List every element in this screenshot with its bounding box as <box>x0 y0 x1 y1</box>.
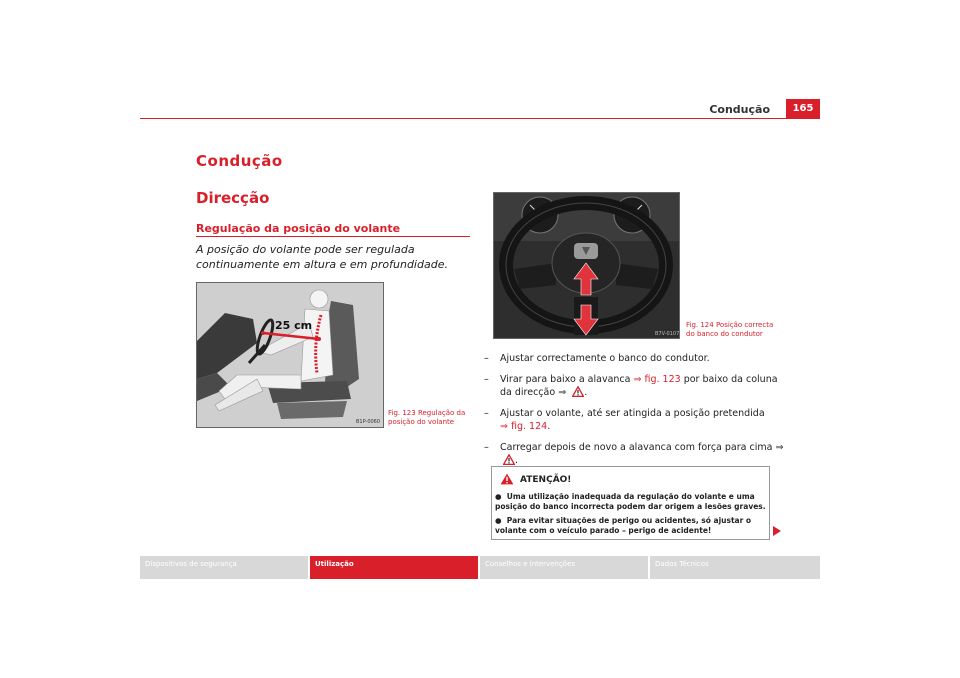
step-1 <box>484 352 784 365</box>
warning-triangle-icon <box>500 473 514 485</box>
figure-124-caption: Fig. 124 Posição correcta do banco do condutor <box>686 321 774 338</box>
warning-item-text: Para evitar situações de perigo ou acidentes, só ajustar o volante com o veículo parado – perigo de acidente! <box>495 516 752 535</box>
footer-tab-safety[interactable]: Dispositivos de segurança <box>140 556 308 579</box>
step-end-punctuation: . <box>515 455 519 466</box>
warning-item <box>495 516 767 536</box>
step-dash: – <box>484 353 489 364</box>
figure-123-seating-illustration <box>196 282 384 428</box>
intro-text: A posição do volante pode ser regulada continuamente em altura e em profundidade. <box>196 243 448 271</box>
instruction-steps <box>484 352 784 475</box>
figure-124-steering-wheel-photo <box>493 192 680 339</box>
figure-123-caption: Fig. 123 Regulação da posição do volante <box>388 409 466 426</box>
step-text: por baixo da coluna da direcção <box>500 374 778 398</box>
section-title: Direcção <box>196 189 270 207</box>
figure-123-code: B1P-0060 <box>356 419 381 425</box>
bullet: ● <box>495 492 502 501</box>
header-rule <box>140 118 820 119</box>
step-text: Carregar depois de novo a alavanca com força para cima <box>500 442 773 453</box>
next-page-arrow-icon[interactable] <box>773 526 781 536</box>
footer-tab-usage[interactable]: Utilização <box>310 556 478 579</box>
step-text: Ajustar o volante, até ser atingida a posição pretendida <box>500 408 765 419</box>
warning-title: ATENÇÃO! <box>520 475 572 485</box>
subsection-rule <box>196 236 470 237</box>
warning-arrow: ⇒ <box>775 442 784 453</box>
step-4 <box>484 441 784 467</box>
warning-item-text: Uma utilização inadequada da regulação do volante e uma posição do banco incorrecta podem dar origem a lesões graves. <box>495 492 766 511</box>
figure-reference-link[interactable]: fig. 123 <box>644 374 681 385</box>
bullet: ● <box>495 516 502 525</box>
warning-arrow: ⇒ <box>558 387 567 398</box>
step-2 <box>484 373 784 399</box>
figure-reference-link[interactable]: fig. 124 <box>511 421 548 432</box>
subsection-title: Regulação da posição do volante <box>196 222 401 235</box>
page-number: 165 <box>786 99 820 119</box>
reference-arrow: ⇒ <box>500 421 508 432</box>
reference-arrow: ⇒ <box>633 374 642 385</box>
step-text: Virar para baixo a alavanca <box>500 374 631 385</box>
warning-box <box>491 466 770 540</box>
warning-header <box>500 473 571 485</box>
footer-tab-advice[interactable]: Conselhos e Intervenções <box>480 556 648 579</box>
warning-item <box>495 492 767 512</box>
running-header-title: Condução <box>709 103 770 116</box>
warning-triangle-icon[interactable] <box>572 386 584 397</box>
step-end-punctuation: . <box>584 387 588 398</box>
footer-tab-technical-data[interactable]: Dados Técnicos <box>650 556 820 579</box>
step-dash: – <box>484 442 489 453</box>
warning-triangle-icon[interactable] <box>503 454 515 465</box>
chapter-title: Condução <box>196 152 283 170</box>
distance-label: 25 cm <box>275 319 313 332</box>
step-dash: – <box>484 374 489 385</box>
step-dash: – <box>484 408 489 419</box>
step-text: Ajustar correctamente o banco do condutor. <box>500 353 710 364</box>
figure-124-code: B7V-0107 <box>655 331 680 337</box>
step-3 <box>484 407 784 433</box>
step-end-punctuation: . <box>547 421 551 432</box>
